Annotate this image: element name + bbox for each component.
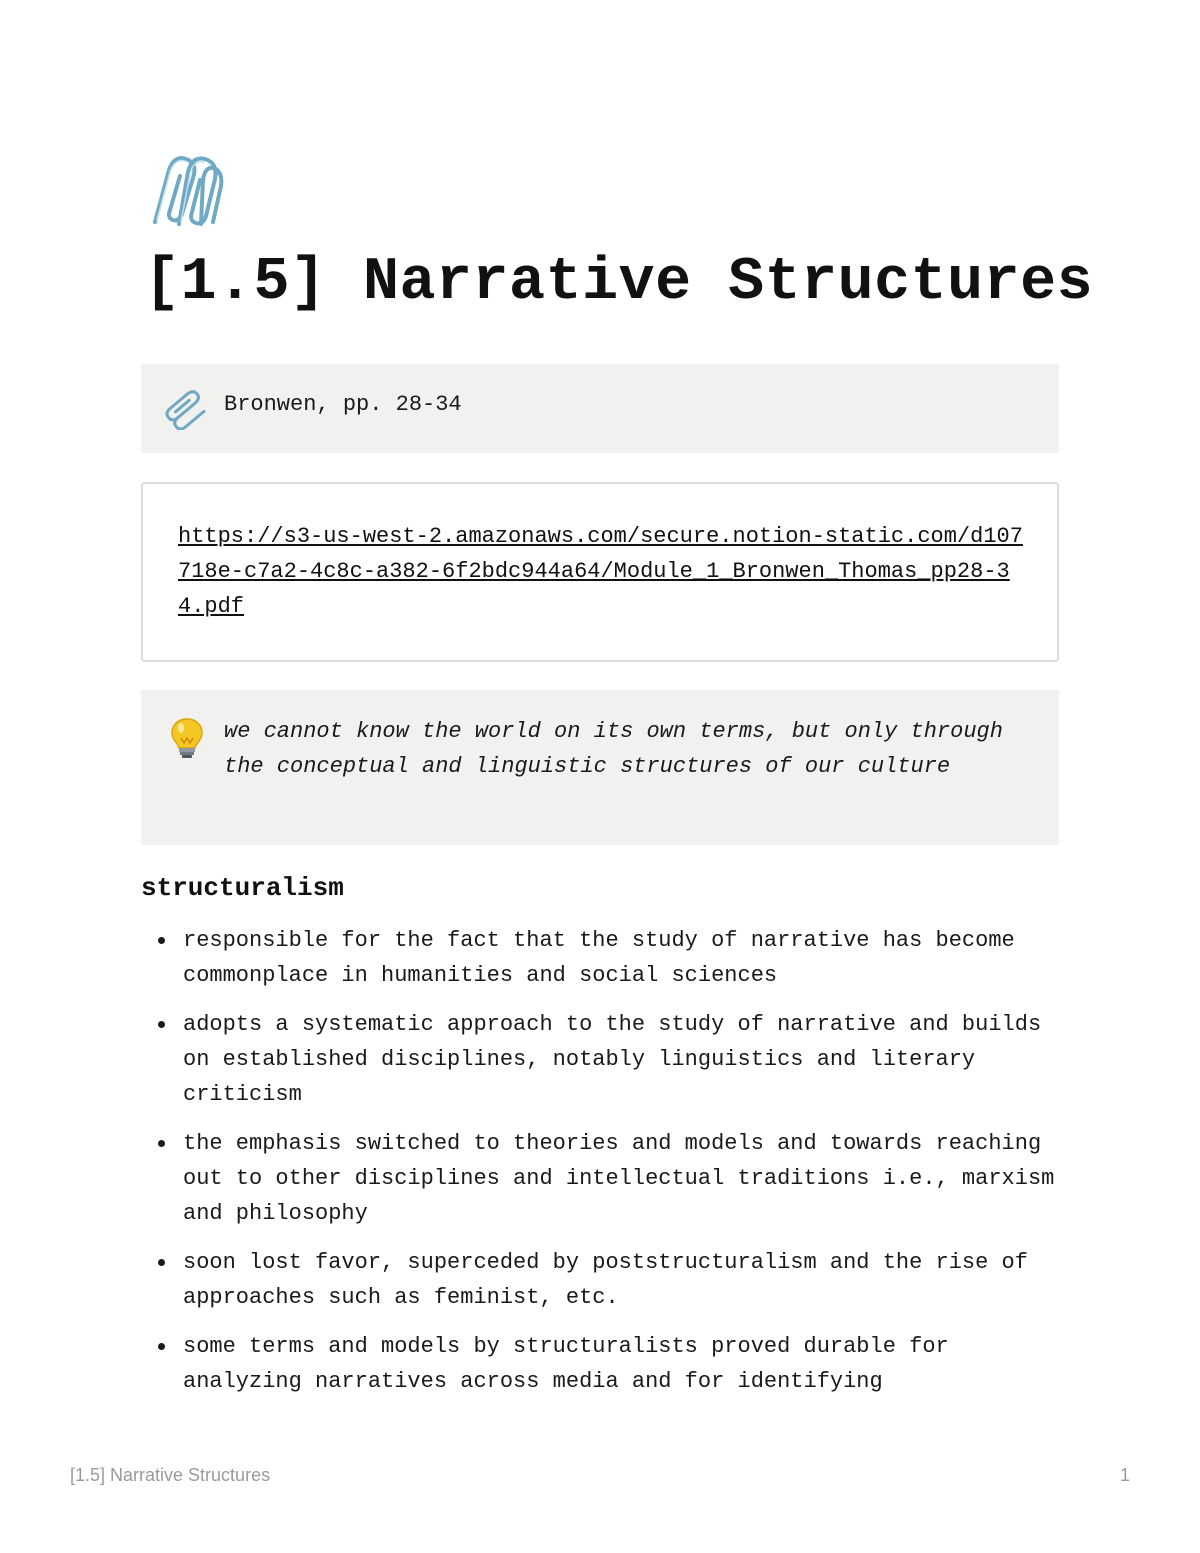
list-item: the emphasis switched to theories and models and towards reaching out to other disciplines and intellectual traditions i.e., marxism and philosophy (141, 1126, 1061, 1231)
source-reference: Bronwen, pp. 28-34 (224, 392, 462, 417)
page-title: [1.5] Narrative Structures (144, 249, 1094, 317)
source-callout (141, 364, 1059, 453)
lightbulb-icon (167, 716, 207, 760)
file-link-box (141, 482, 1059, 662)
paperclips-icon (143, 150, 229, 230)
list-item: some terms and models by structuralists proved durable for analyzing narratives across media and for identifying (141, 1329, 1061, 1399)
pdf-link[interactable]: https://s3-us-west-2.amazonaws.com/secure.notion-static.com/d107718e-c7a2-4c8c-a382-6f2bdc944a64/Module_1_Bronwen_Thomas_pp28-34.pdf (178, 524, 1023, 619)
list-item: adopts a systematic approach to the study of narrative and builds on established disciplines, notably linguistics and literary criticism (141, 1007, 1061, 1112)
bullet-list (141, 923, 1061, 1413)
page-number: 1 (1119, 1465, 1130, 1485)
list-item: responsible for the fact that the study of narrative has become commonplace in humanities and social sciences (141, 923, 1061, 993)
list-item: soon lost favor, superceded by poststructuralism and the rise of approaches such as feminist, etc. (141, 1245, 1061, 1315)
paperclip-icon (165, 390, 209, 430)
quote-callout (141, 690, 1059, 845)
section-heading: structuralism (141, 873, 344, 903)
footer-title: [1.5] Narrative Structures (70, 1465, 271, 1485)
quote-text: we cannot know the world on its own terms, but only through the conceptual and linguistic structures of our culture (224, 719, 1003, 779)
